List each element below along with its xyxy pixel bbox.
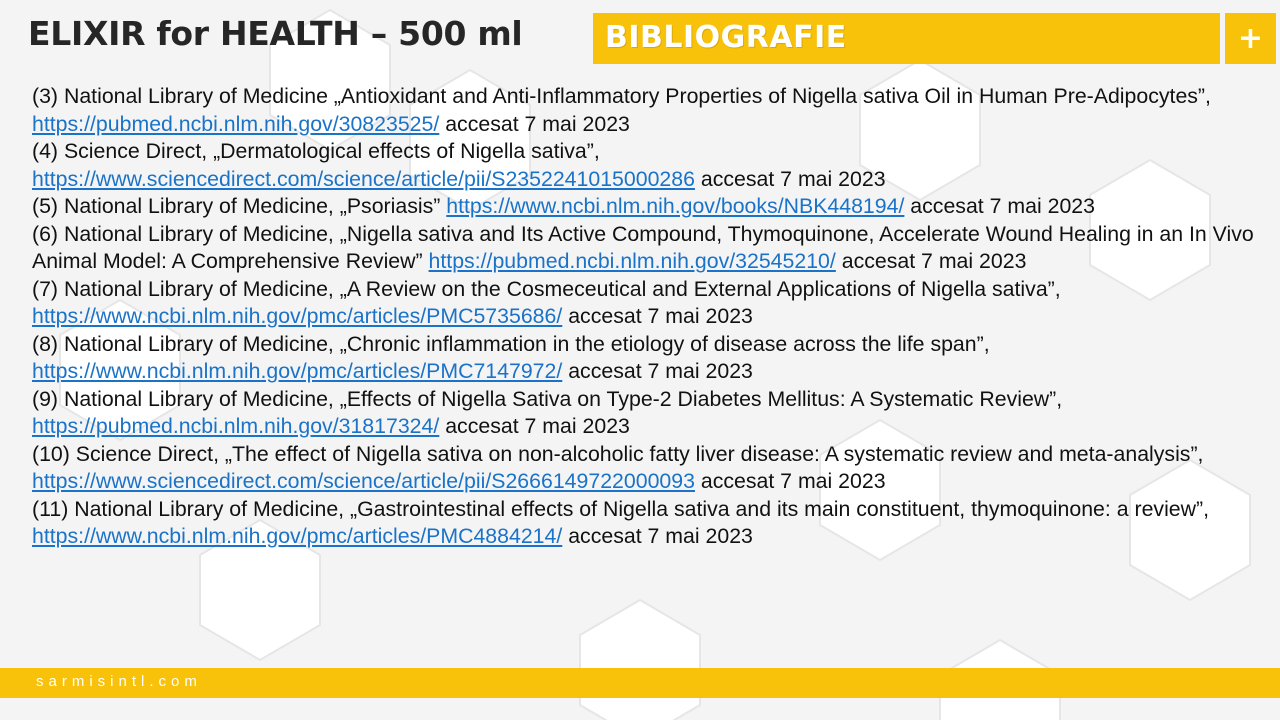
- expand-button[interactable]: [1225, 13, 1276, 64]
- reference-text: (8) National Library of Medicine, „Chronic inflammation in the etiology of disease across the life span”,: [32, 331, 990, 356]
- reference-link[interactable]: https://www.ncbi.nlm.nih.gov/pmc/articles/PMC4884214/: [32, 524, 563, 548]
- reference-access-date: accesat 7 mai 2023: [562, 359, 753, 383]
- reference-text: (10) Science Direct, „The effect of Nigella sativa on non-alcoholic fatty liver disease: A systematic review and meta-analysis”,: [32, 441, 1204, 466]
- plus-icon: +: [1237, 20, 1264, 56]
- reference-link[interactable]: https://www.sciencedirect.com/science/article/pii/S2352241015000286: [32, 166, 695, 191]
- reference-access-date: accesat 7 mai 2023: [694, 469, 886, 493]
- reference-access-date: accesat 7 mai 2023: [439, 414, 630, 438]
- reference-text: (5) National Library of Medicine, „Psoriasis”: [32, 194, 447, 218]
- reference-access-date: accesat 7 mai 2023: [562, 304, 753, 328]
- product-name: ELIXIR for HEALTH: [28, 14, 360, 53]
- reference-item: [32, 221, 1264, 276]
- reference-item: [32, 496, 1264, 551]
- reference-link[interactable]: https://pubmed.ncbi.nlm.nih.gov/31817324/: [32, 414, 440, 438]
- reference-text: (3) National Library of Medicine „Antioxidant and Anti-Inflammatory Properties of Nigella sativa Oil in Human Pre-Adipocytes”,: [32, 84, 1211, 108]
- reference-access-date: accesat 7 mai 2023: [904, 194, 1095, 218]
- reference-link[interactable]: https://www.ncbi.nlm.nih.gov/pmc/articles/PMC7147972/: [32, 359, 563, 383]
- product-volume: 500 ml: [398, 14, 523, 53]
- bibliography-list: [32, 83, 1264, 551]
- reference-link[interactable]: https://www.sciencedirect.com/science/article/pii/S2666149722000093: [32, 469, 695, 493]
- reference-text: (9) National Library of Medicine, „Effects of Nigella Sativa on Type-2 Diabetes Mellitus: A Systematic Review”,: [32, 386, 1063, 411]
- reference-text: (4) Science Direct, „Dermatological effects of Nigella sativa”,: [32, 139, 600, 163]
- reference-item: [32, 276, 1264, 331]
- product-title: [28, 14, 522, 53]
- reference-item: [32, 331, 1264, 386]
- reference-access-date: accesat 7 mai 2023: [835, 249, 1027, 273]
- reference-text: (7) National Library of Medicine, „A Review on the Cosmeceutical and External Applications of Nigella sativa”,: [32, 276, 1061, 301]
- reference-item: [32, 193, 1264, 221]
- reference-text: (6) National Library of Medicine, „Nigella sativa and Its Active Compound, Thymoquinone, Accelerate Wound Healing in an In Vivo Animal Model: A Comprehensive Review”: [32, 221, 1254, 273]
- reference-link[interactable]: https://pubmed.ncbi.nlm.nih.gov/30823525/: [32, 111, 440, 136]
- reference-item: [32, 441, 1264, 496]
- reference-access-date: accesat 7 mai 2023: [694, 166, 886, 191]
- title-separator: –: [370, 14, 387, 53]
- section-title: BIBLIOGRAFIE: [605, 20, 847, 55]
- reference-item: [32, 138, 1264, 193]
- footer-bar: [0, 668, 1280, 698]
- footer-website: sarmisintl.com: [36, 673, 202, 690]
- section-banner: [593, 13, 1220, 64]
- reference-item: [32, 83, 1264, 138]
- reference-access-date: accesat 7 mai 2023: [439, 111, 630, 136]
- reference-link[interactable]: https://www.ncbi.nlm.nih.gov/pmc/articles/PMC5735686/: [32, 304, 563, 328]
- reference-link[interactable]: https://pubmed.ncbi.nlm.nih.gov/32545210/: [428, 249, 836, 273]
- reference-text: (11) National Library of Medicine, „Gastrointestinal effects of Nigella sativa and its main constituent, thymoquinone: a review”,: [32, 496, 1210, 521]
- reference-access-date: accesat 7 mai 2023: [562, 524, 753, 548]
- reference-item: [32, 386, 1264, 441]
- reference-link[interactable]: https://www.ncbi.nlm.nih.gov/books/NBK448194/: [446, 194, 905, 218]
